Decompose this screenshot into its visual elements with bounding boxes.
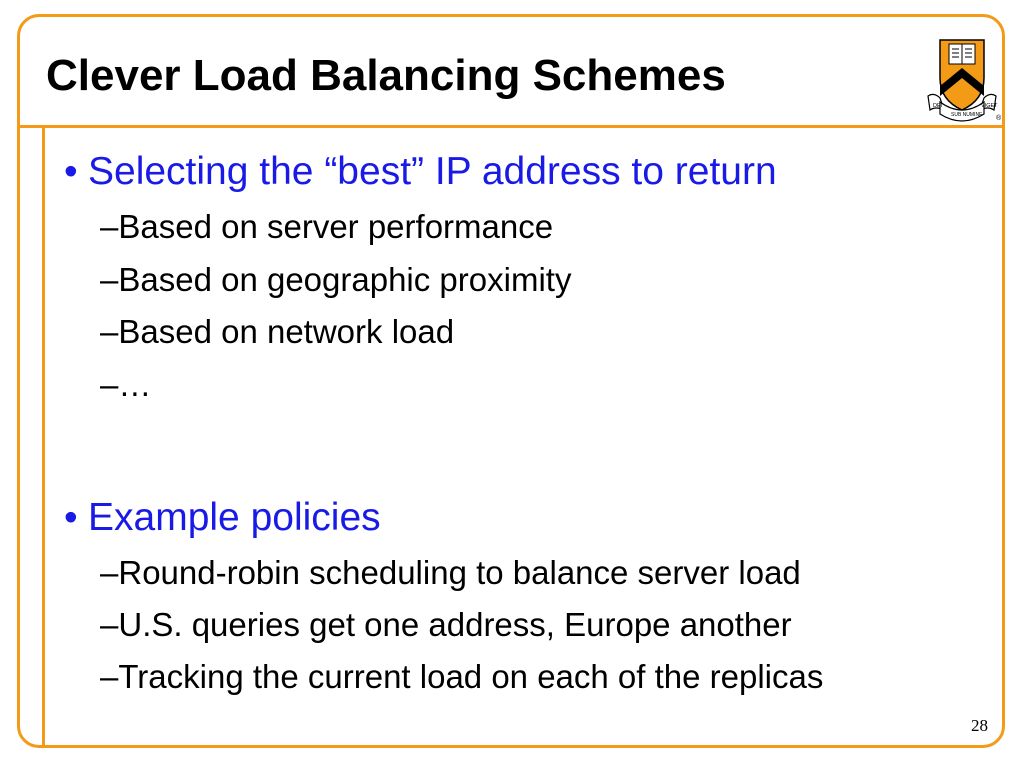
- sub-text: Based on geographic proximity: [118, 261, 572, 298]
- sub-item: [100, 315, 454, 348]
- university-shield-logo: [918, 34, 1006, 124]
- slide-title: Clever Load Balancing Schemes: [46, 51, 726, 100]
- sub-text: Tracking the current load on each of the replicas: [118, 658, 824, 695]
- sub-marker: –: [100, 313, 119, 350]
- sub-text: Based on network load: [118, 313, 455, 350]
- title-divider: [17, 125, 1005, 128]
- sub-item: [100, 556, 801, 589]
- sub-marker: –: [100, 554, 119, 591]
- sub-text: U.S. queries get one address, Europe another: [118, 606, 792, 643]
- page-number: 28: [971, 716, 988, 735]
- bullet-text: Example policies: [88, 496, 381, 539]
- sub-marker: –: [100, 261, 119, 298]
- svg-text:DEI: DEI: [933, 103, 943, 109]
- svg-text:VIGET: VIGET: [981, 103, 998, 109]
- sub-text: Based on server performance: [118, 208, 554, 245]
- sub-item: [100, 210, 553, 243]
- sub-marker: –: [100, 366, 119, 403]
- sub-item: [100, 608, 792, 641]
- sub-text: Round-robin scheduling to balance server load: [118, 554, 801, 591]
- bullet-text: Selecting the “best” IP address to return: [88, 150, 777, 193]
- bullet-marker: •: [64, 496, 78, 539]
- sub-marker: –: [100, 208, 119, 245]
- bullet-item: [64, 498, 381, 537]
- sub-item: [100, 368, 151, 401]
- bullet-item: [64, 152, 777, 191]
- sub-item: [100, 263, 571, 296]
- sub-marker: –: [100, 658, 119, 695]
- sub-marker: –: [100, 606, 119, 643]
- svg-text:SUB NUMINE: SUB NUMINE: [951, 112, 983, 118]
- svg-text:®: ®: [996, 115, 1002, 122]
- left-margin-rule: [42, 125, 45, 748]
- bullet-marker: •: [64, 150, 78, 193]
- sub-text: …: [118, 366, 152, 403]
- sub-item: [100, 660, 823, 693]
